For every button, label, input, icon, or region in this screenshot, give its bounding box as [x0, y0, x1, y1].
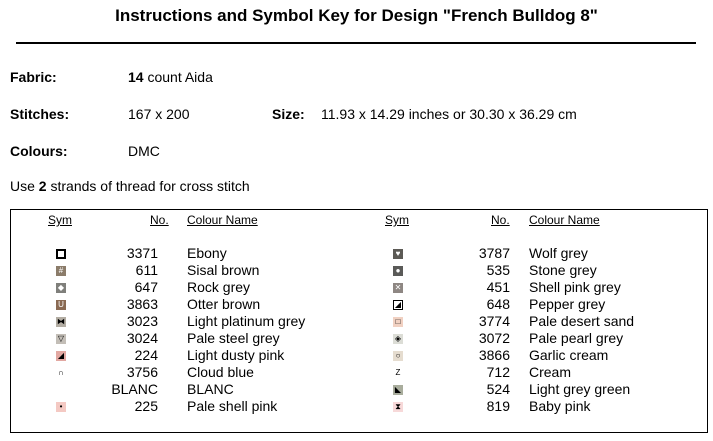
colour-number: 647: [134, 279, 158, 295]
colour-name: Light dusty pink: [187, 347, 285, 363]
outline-square-icon: □: [393, 317, 403, 327]
empty-square-icon: [56, 249, 66, 259]
strands-post: strands of thread for cross stitch: [50, 178, 250, 194]
u-shape-icon: U: [56, 300, 66, 310]
colour-number: 3023: [126, 313, 158, 329]
title-underline: [16, 42, 696, 44]
header-name-left: Colour Name: [187, 213, 258, 227]
colour-name: Cream: [529, 364, 572, 380]
header-name-right: Colour Name: [529, 213, 600, 227]
colour-name: Pale pearl grey: [529, 330, 624, 346]
colour-name: Shell pink grey: [529, 279, 621, 295]
colour-number: 3072: [478, 330, 510, 346]
size-label: Size:: [272, 106, 305, 122]
symbol-key-table: [10, 209, 708, 433]
triangle-down-icon: ▽: [57, 334, 65, 343]
colour-name: Pale shell pink: [187, 398, 278, 414]
colour-name: Pale desert sand: [529, 313, 635, 329]
ring-icon: ○: [393, 351, 403, 361]
colour-name: Ebony: [187, 245, 227, 261]
header-no-right: No.: [491, 213, 510, 227]
corner-triangle-icon: ◢: [57, 351, 65, 360]
header-no-left: No.: [150, 213, 169, 227]
colour-name: Rock grey: [187, 279, 251, 295]
stitches-label: Stitches:: [10, 106, 70, 122]
colour-name: Garlic cream: [529, 347, 609, 363]
colour-number: 3866: [478, 347, 510, 363]
colours-value: DMC: [128, 143, 160, 159]
wedge-icon: ◢: [394, 300, 402, 309]
colour-name: Pepper grey: [529, 296, 606, 312]
hash-icon: #: [56, 266, 66, 276]
colour-number: 819: [486, 398, 510, 414]
fabric-value: [128, 69, 213, 85]
colour-number: 3863: [126, 296, 158, 312]
fabric-count: 14: [128, 69, 144, 85]
small-diamond-icon: ◈: [394, 334, 402, 343]
colour-name: Baby pink: [529, 398, 591, 414]
colour-number: 3371: [126, 245, 158, 261]
colour-number: 535: [486, 262, 510, 278]
colour-name: BLANC: [187, 381, 234, 397]
size-value: 11.93 x 14.29 inches or 30.30 x 36.29 cm: [321, 106, 577, 122]
colour-number: 3756: [126, 364, 158, 380]
hourglass-icon: ⧗: [393, 402, 403, 412]
bowtie-icon: ⧓: [57, 317, 65, 326]
triangle-left-icon: ◣: [394, 385, 402, 394]
colour-name: Light platinum grey: [187, 313, 306, 329]
z-icon: Z: [393, 368, 403, 378]
colour-name: Stone grey: [529, 262, 597, 278]
colour-name: Otter brown: [187, 296, 261, 312]
colour-number: 524: [486, 381, 510, 397]
page-title: Instructions and Symbol Key for Design "French Bulldog 8": [115, 6, 598, 25]
dot-icon: •: [56, 402, 66, 412]
header-sym-left: Sym: [48, 213, 72, 227]
colour-name: Sisal brown: [187, 262, 260, 278]
colour-name: Wolf grey: [529, 245, 588, 261]
arch-icon: ∩: [56, 368, 66, 378]
heart-icon: ♥: [393, 249, 403, 259]
circle-icon: ●: [393, 266, 403, 276]
strands-pre: Use: [10, 178, 35, 194]
diamond-icon: ◆: [57, 283, 65, 292]
colour-number: 3774: [478, 313, 510, 329]
stitches-value: 167 x 200: [128, 106, 190, 122]
colour-number: 224: [134, 347, 158, 363]
x-icon: ✕: [394, 283, 402, 292]
fabric-type: count Aida: [147, 69, 213, 85]
strands-count: 2: [38, 178, 47, 194]
colour-number: BLANC: [111, 381, 158, 397]
colour-number: 3787: [478, 245, 510, 261]
colour-number: 3024: [126, 330, 158, 346]
colour-number: 611: [135, 262, 158, 278]
colour-number: 225: [134, 398, 158, 414]
blank-icon: [56, 385, 66, 395]
colour-number: 451: [486, 279, 510, 295]
colour-number: 648: [486, 296, 510, 312]
header-sym-right: Sym: [385, 213, 409, 227]
colour-name: Light grey green: [529, 381, 631, 397]
strands-instruction: [10, 178, 250, 194]
colour-name: Pale steel grey: [187, 330, 280, 346]
colour-number: 712: [486, 364, 510, 380]
fabric-label: Fabric:: [10, 69, 57, 85]
colours-label: Colours:: [10, 143, 68, 159]
colour-name: Cloud blue: [187, 364, 254, 380]
